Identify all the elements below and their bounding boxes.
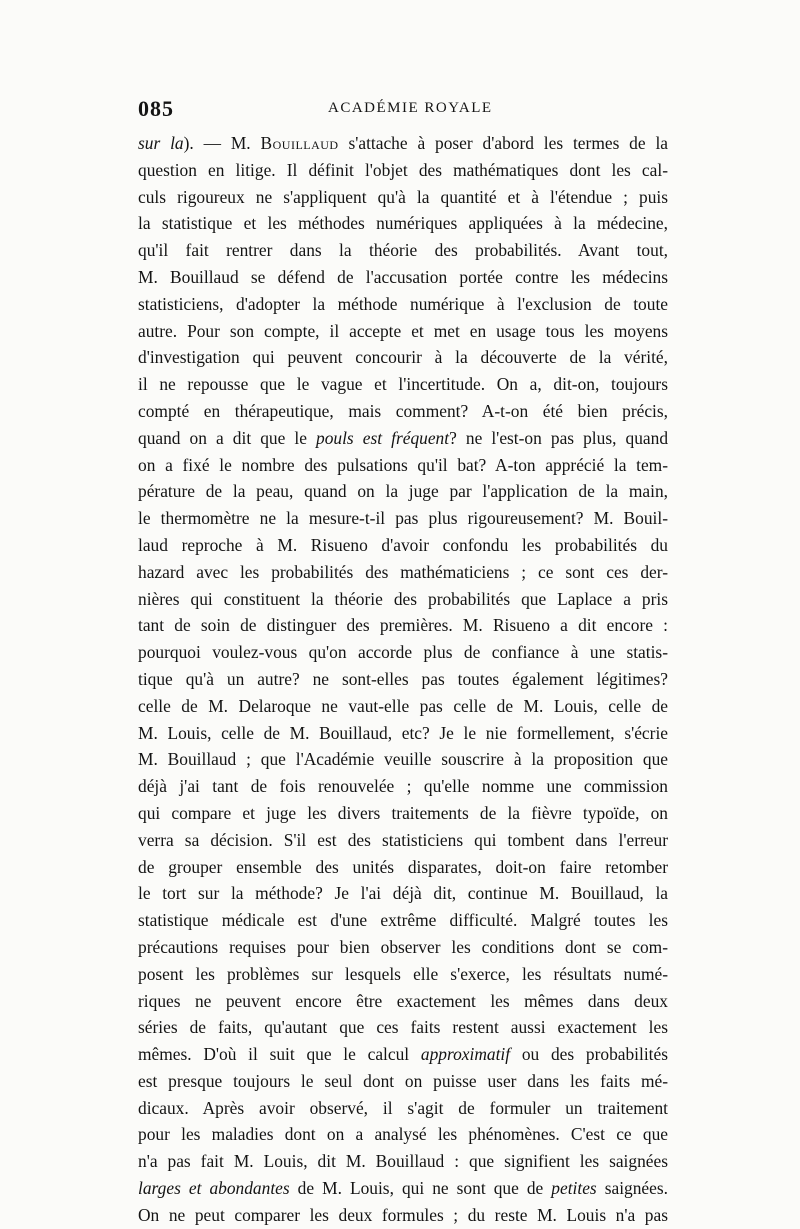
italic-text: petites: [551, 1178, 597, 1199]
text-line: dicaux. Après avoir observé, il s'agit de formuler un traitement: [138, 1097, 668, 1118]
text-line: M. Bouillaud ; que l'Académie veuille souscrire à la proposition que: [138, 749, 668, 770]
text-line: séries de faits, qu'autant que ces faits restent aussi exactement les: [138, 1017, 668, 1038]
text-line: qu'il fait rentrer dans la théorie des probabilités. Avant tout,: [138, 240, 668, 261]
text-line: pérature de la peau, quand on la juge par l'application de la main,: [138, 481, 668, 502]
text-line: statistique médicale est d'une extrême difficulté. Malgré toutes les: [138, 910, 668, 931]
text-run: ? ne l'est-on pas plus, quand: [449, 427, 668, 448]
text-line: celle de M. Delaroque ne vaut-elle pas celle de M. Louis, celle de: [138, 695, 668, 716]
italic-text: sur la: [138, 133, 184, 153]
text-run: ). — M.: [183, 133, 261, 153]
text-line: tique qu'à un autre? ne sont-elles pas toutes également légitimes?: [138, 668, 668, 689]
text-line: déjà j'ai tant de fois renouvelée ; qu'elle nomme une commission: [138, 776, 668, 797]
text-line: [138, 1175, 668, 1202]
text-line: de grouper ensemble des unités disparates, doit-on faire retomber: [138, 856, 668, 877]
text-line: statisticiens, d'adopter la méthode numérique à l'exclusion de toute: [138, 293, 668, 314]
text-line: précautions requises pour bien observer les conditions dont se com-: [138, 936, 668, 957]
text-line: qui compare et juge les divers traitements de la fièvre typoïde, on: [138, 802, 668, 823]
text-line: la statistique et les méthodes numériques appliquées à la médecine,: [138, 213, 668, 234]
text-line: on a fixé le nombre des pulsations qu'il bat? A-ton apprécié la tem-: [138, 454, 668, 475]
page-number: 085: [138, 96, 174, 121]
text-line: pourquoi voulez-vous qu'on accorde plus de confiance à une statis-: [138, 642, 668, 663]
text-run: mêmes. D'où il suit que le calcul: [138, 1044, 421, 1065]
running-head-title: ACADÉMIE ROYALE: [328, 100, 493, 116]
text-line: compté en thérapeutique, mais comment? A-t-on été bien précis,: [138, 400, 668, 421]
text-line: riques ne peuvent encore être exactement les mêmes dans deux: [138, 990, 668, 1011]
italic-text: larges et abondantes: [138, 1178, 290, 1199]
text-line: [138, 425, 668, 452]
text-line: autre. Pour son compte, il accepte et met en usage tous les moyens: [138, 320, 668, 341]
text-line: pour les maladies dont on a analysé les phénomènes. C'est ce que: [138, 1124, 668, 1145]
italic-text: pouls est fréquent: [316, 427, 450, 448]
text-line: d'investigation qui peuvent concourir à la découverte de la vérité,: [138, 347, 668, 368]
text-line: laud reproche à M. Risueno d'avoir confondu les probabilités du: [138, 534, 668, 555]
text-run: ou des probabilités: [510, 1044, 668, 1065]
body-text: [138, 130, 668, 1229]
text-line: il ne repousse que le vague et l'incertitude. On a, dit-on, toujours: [138, 374, 668, 395]
text-line: le tort sur la méthode? Je l'ai déjà dit, continue M. Bouillaud, la: [138, 883, 668, 904]
text-line: le thermomètre ne la mesure-t-il pas plus rigoureusement? M. Bouil-: [138, 508, 668, 529]
text-line: culs rigoureux ne s'appliquent qu'à la quantité et à l'étendue ; puis: [138, 186, 668, 207]
text-line: n'a pas fait M. Louis, dit M. Bouillaud : que signifient les saignées: [138, 1151, 668, 1172]
running-head: [138, 96, 668, 126]
text-line: posent les problèmes sur lesquels elle s'exerce, les résultats numé-: [138, 963, 668, 984]
author-name-small-caps: Bouillaud: [260, 133, 339, 153]
text-run: s'attache à poser d'abord les termes de la: [338, 133, 668, 153]
text-line: On ne peut comparer les deux formules ; du reste M. Louis n'a pas: [138, 1204, 668, 1225]
text-line: [138, 1041, 668, 1068]
text-line: hazard avec les probabilités des mathématiciens ; ce sont ces der-: [138, 561, 668, 582]
text-line: M. Louis, celle de M. Bouillaud, etc? Je le nie formellement, s'écrie: [138, 722, 668, 743]
text-run: quand on a dit que le: [138, 427, 316, 448]
text-line: verra sa décision. S'il est des statisticiens qui tombent dans l'erreur: [138, 829, 668, 850]
text-run: de M. Louis, qui ne sont que de: [289, 1178, 552, 1199]
italic-text: approximatif: [420, 1044, 511, 1065]
text-line: M. Bouillaud se défend de l'accusation portée contre les médecins: [138, 266, 668, 287]
text-line: nières qui constituent la théorie des probabilités que Laplace a pris: [138, 588, 668, 609]
text-line: tant de soin de distinguer des premières. M. Risueno a dit encore :: [138, 615, 668, 636]
text-line: question en litige. Il définit l'objet des mathématiques dont les cal-: [138, 159, 668, 180]
text-line: est presque toujours le seul dont on puisse user dans les faits mé-: [138, 1070, 668, 1091]
text-run: saignées.: [596, 1178, 668, 1199]
text-line: [138, 130, 668, 157]
